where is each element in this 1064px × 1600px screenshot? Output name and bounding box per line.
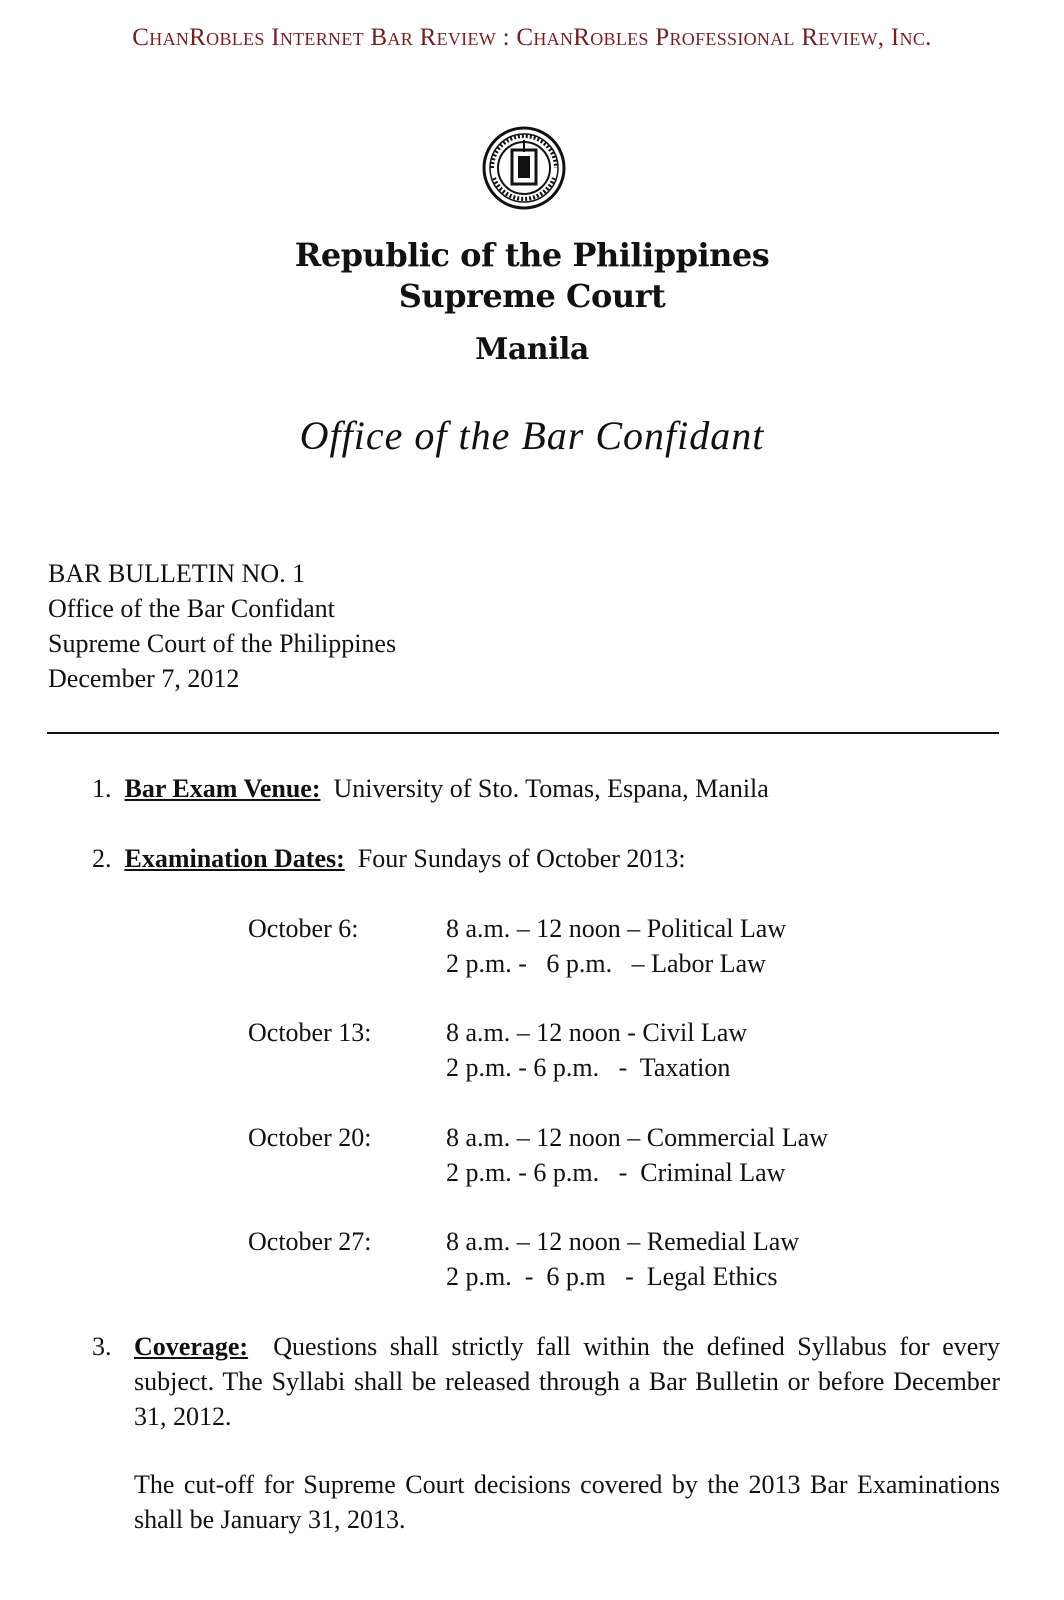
item-text: University of Sto. Tomas, Espana, Manila <box>333 774 769 803</box>
schedule-pm: 2 p.m. - 6 p.m. - Taxation <box>446 1053 731 1082</box>
item-label: Coverage: <box>134 1332 249 1361</box>
schedule-am: 8 a.m. – 12 noon – Remedial Law <box>446 1227 800 1256</box>
schedule-am: 8 a.m. – 12 noon - Civil Law <box>446 1018 748 1047</box>
schedule-date: October 13: <box>248 1018 372 1047</box>
letterhead-republic: Republic of the Philippines <box>294 236 770 274</box>
bulletin-date: December 7, 2012 <box>48 664 240 693</box>
bulletin-title: BAR BULLETIN NO. 1 <box>48 559 306 588</box>
item-venue <box>92 771 769 806</box>
item-coverage-cutoff: The cut-off for Supreme Court decisions covered by the 2013 Bar Examinations shall be January 31, 2013. <box>134 1470 1000 1534</box>
schedule-am: 8 a.m. – 12 noon – Political Law <box>446 914 787 943</box>
schedule-am: 8 a.m. – 12 noon – Commercial Law <box>446 1123 828 1152</box>
banner-header: ChanRobles Internet Bar Review : ChanRobles Professional Review, Inc. <box>132 24 932 51</box>
schedule-pm: 2 p.m. - 6 p.m - Legal Ethics <box>446 1262 778 1291</box>
schedule-date: October 6: <box>248 914 359 943</box>
item-label: Examination Dates: <box>124 844 345 873</box>
bulletin-court: Supreme Court of the Philippines <box>48 629 397 658</box>
letterhead-supreme-court: Supreme Court <box>398 277 666 315</box>
schedule-pm: 2 p.m. - 6 p.m. - Criminal Law <box>446 1158 786 1187</box>
schedule-pm: 2 p.m. - 6 p.m. – Labor Law <box>446 949 766 978</box>
item-number: 1. <box>92 774 112 803</box>
letterhead-office: Office of the Bar Confidant <box>299 413 765 458</box>
schedule-date: October 27: <box>248 1227 372 1256</box>
item-dates <box>92 841 686 876</box>
item-number: 2. <box>92 844 112 873</box>
letterhead-manila: Manila <box>475 332 589 367</box>
item-label: Bar Exam Venue: <box>124 774 321 803</box>
item-text: Four Sundays of October 2013: <box>357 844 686 873</box>
item-number: 3. <box>92 1332 112 1361</box>
schedule-date: October 20: <box>248 1123 372 1152</box>
divider <box>47 732 999 734</box>
supreme-court-seal-icon <box>482 126 566 210</box>
item-coverage <box>134 1329 1000 1434</box>
bulletin-office: Office of the Bar Confidant <box>48 594 335 623</box>
item-text: Questions shall strictly fall within the defined Syllabus for every subject. The Syllabi shall be released through a Bar Bulletin or before December 31, 2012. <box>134 1332 1000 1431</box>
